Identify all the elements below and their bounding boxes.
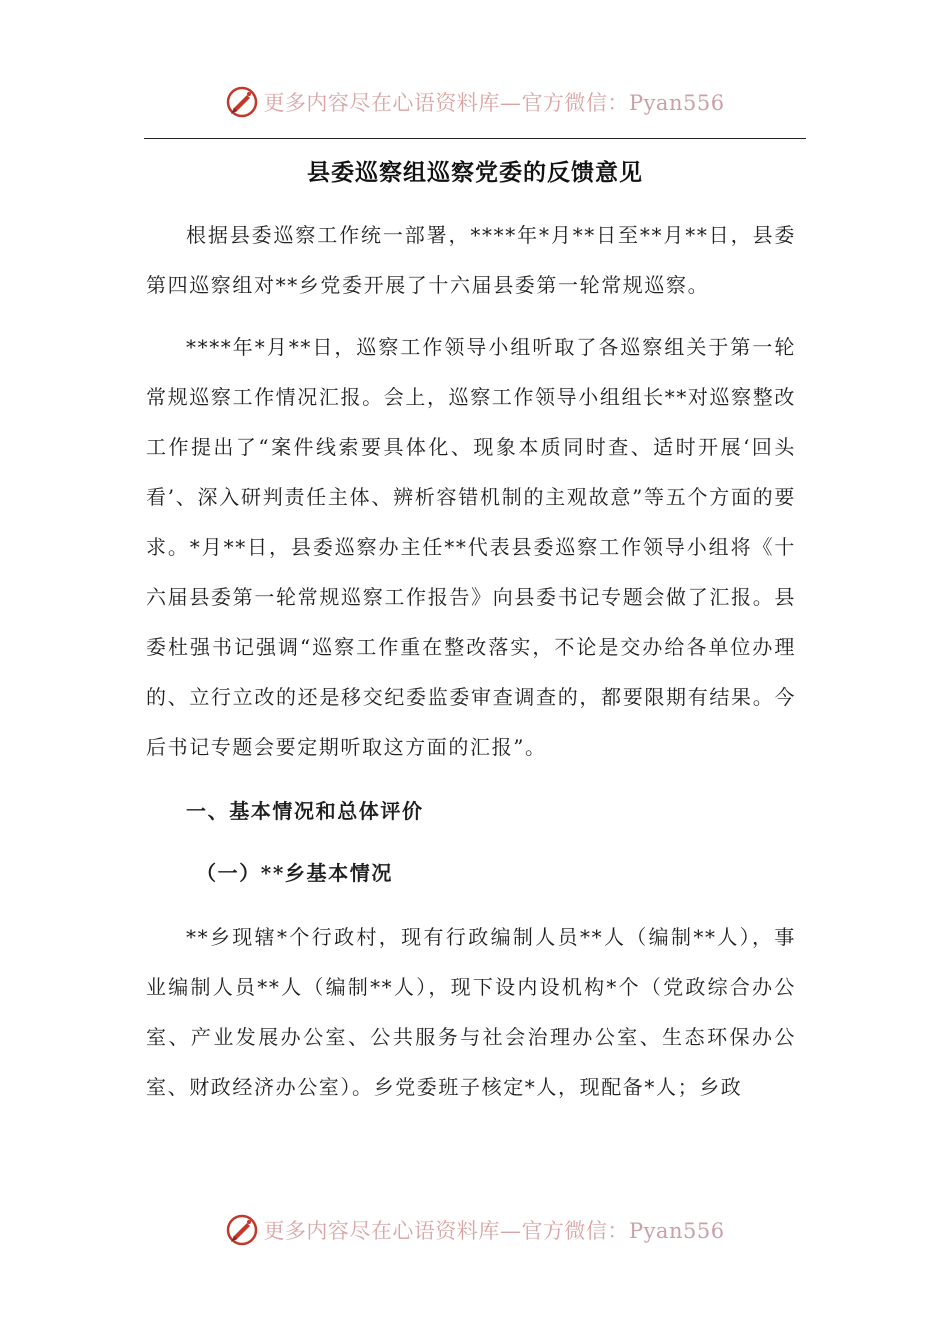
- pen-logo-icon: [225, 1213, 259, 1247]
- paragraph-3: **乡现辖*个行政村，现有行政编制人员**人（编制**人），事业编制人员**人（编制**人），现下设内设机构*个（党政综合办公室、产业发展办公室、公共服务与社会治理办公室、生态环保办公室、财政经济办公室）。乡党委班子核定*人，现配备*人；乡政: [146, 925, 796, 1099]
- paragraph-1: 根据县委巡察工作统一部署，****年*月**日至**月**日，县委第四巡察组对**乡党委开展了十六届县委第一轮常规巡察。: [146, 223, 796, 297]
- section-heading-1: 一、基本情况和总体评价: [186, 799, 424, 823]
- paragraph-2: ****年*月**日，巡察工作领导小组听取了各巡察组关于第一轮常规巡察工作情况汇报。会上，巡察工作领导小组组长**对巡察整改工作提出了“案件线索要具体化、现象本质同时查、适时开展‘回头看’、深入研判责任主体、辨析容错机制的主观故意”等五个方面的要求。*月**日，县委巡察办主任**代表县委巡察工作领导小组将《十六届县委第一轮常规巡察工作报告》向县委书记专题会做了汇报。县委杜强书记强调“巡察工作重在整改落实，不论是交办给各单位办理的、立行立改的还是移交纪委监委审查调查的，都要限期有结果。今后书记专题会要定期听取这方面的汇报”。: [146, 335, 796, 759]
- header-watermark: [0, 82, 950, 122]
- header-divider: [144, 138, 806, 139]
- footer-watermark: [0, 1210, 950, 1250]
- watermark-text: 更多内容尽在心语资料库—官方微信：Pyan556: [263, 91, 725, 115]
- subsection-heading-1: （一）**乡基本情况: [196, 861, 393, 885]
- pen-logo-icon: [225, 85, 259, 119]
- document-title: 县委巡察组巡察党委的反馈意见: [307, 159, 643, 186]
- watermark-text: 更多内容尽在心语资料库—官方微信：Pyan556: [263, 1219, 725, 1243]
